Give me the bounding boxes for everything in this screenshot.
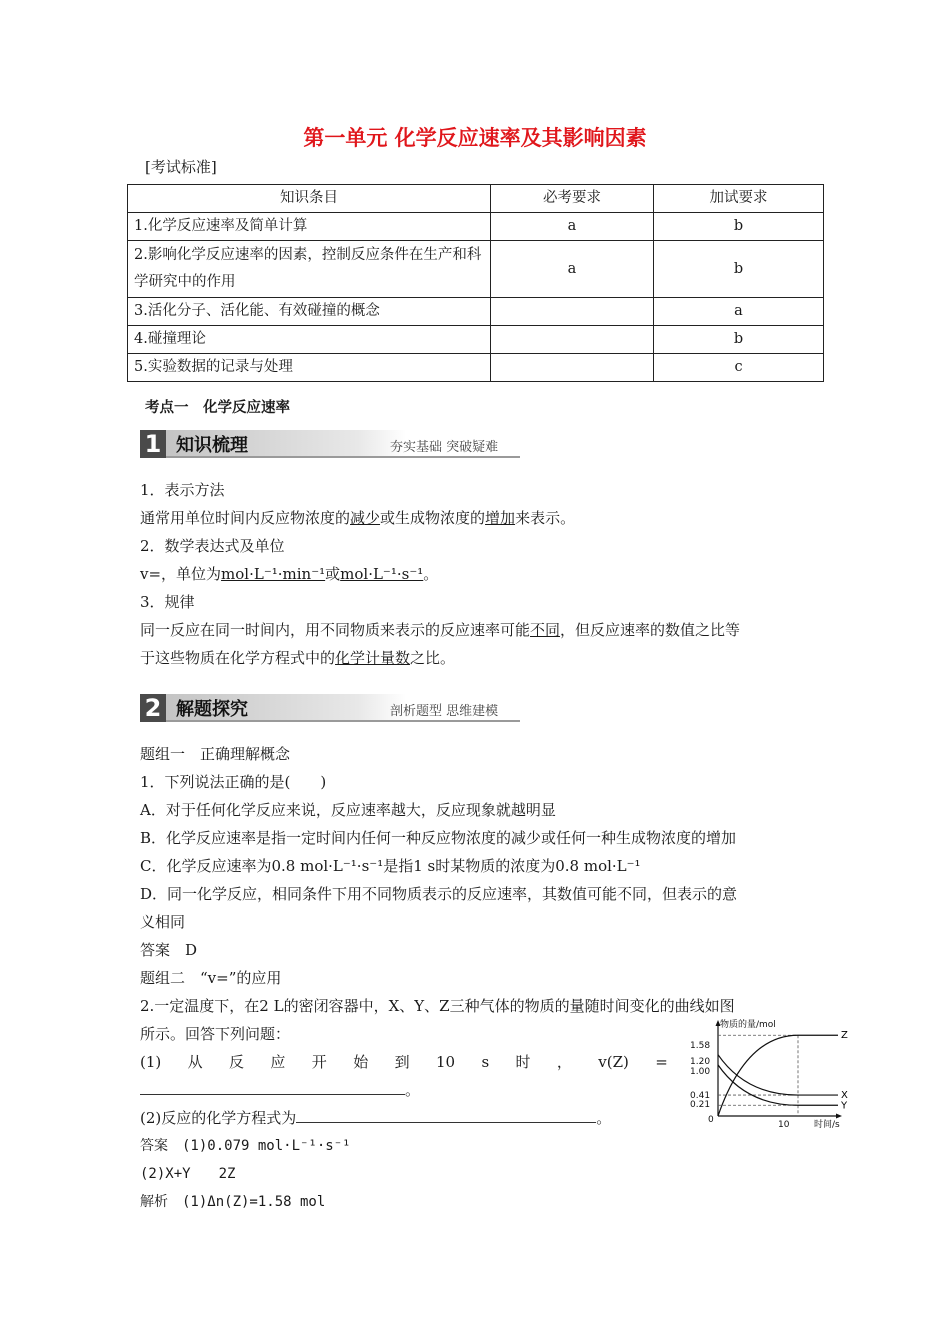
table-cell: 3.活化分子、活化能、有效碰撞的概念 bbox=[128, 298, 491, 326]
question-2-part-1-blank: 。 bbox=[140, 1079, 820, 1101]
question-2-line-1: 2.一定温度下，在2 L的密闭容器中，X、Y、Z三种气体的物质的量随时间变化的曲线如图 bbox=[140, 997, 735, 1015]
amount-time-chart bbox=[690, 1016, 850, 1128]
table-row bbox=[128, 241, 824, 298]
banner-number: 1 bbox=[140, 430, 166, 458]
x-axis-arrow bbox=[836, 1114, 842, 1119]
table-cell: 5.实验数据的记录与处理 bbox=[128, 354, 491, 382]
y-tick-label: 0 bbox=[708, 1115, 714, 1125]
requirements-table bbox=[127, 184, 824, 382]
answer-2-line-1: 答案 (1)0.079 mol·L⁻¹·s⁻¹ bbox=[140, 1138, 351, 1154]
k1-line-4: 于这些物质在化学方程式中的化学计量数之比。 bbox=[140, 649, 456, 667]
banner-heading: 解题探究 bbox=[176, 699, 248, 720]
y-tick-label: 0.21 bbox=[690, 1100, 711, 1110]
k1-line-1: 通常用单位时间内反应物浓度的减少或生成物浓度的增加来表示。 bbox=[140, 509, 576, 527]
table-cell bbox=[491, 326, 654, 354]
table-cell bbox=[491, 354, 654, 382]
page-title: 第一单元 化学反应速率及其影响因素 bbox=[303, 126, 647, 150]
x-tick-label: 10 bbox=[778, 1120, 790, 1128]
table-cell: 4.碰撞理论 bbox=[128, 326, 491, 354]
table-row bbox=[128, 298, 824, 326]
option-d-line-1: D．同一化学反应，相同条件下用不同物质表示的反应速率，其数值可能不同，但表示的意 bbox=[140, 885, 738, 903]
banner-heading: 知识梳理 bbox=[176, 435, 248, 456]
table-cell: 2.影响化学反应速率的因素，控制反应条件在生产和科学研究中的作用 bbox=[128, 241, 491, 298]
question-2-part-1: (1) 从 反 应 开 始 到 10 s 时 ， v(Z) = bbox=[140, 1053, 668, 1071]
x-axis-label: 时间/s bbox=[814, 1120, 840, 1128]
banner-subtitle: 剖析题型 思维建模 bbox=[390, 704, 499, 719]
k1-line-3: 同一反应在同一时间内，用不同物质来表示的反应速率可能不同，但反应速率的数值之比等 bbox=[140, 621, 741, 639]
table-cell: b bbox=[654, 326, 824, 354]
header-required: 必考要求 bbox=[491, 185, 654, 213]
kaodian-heading: 考点一 化学反应速率 bbox=[145, 400, 290, 416]
header-extra: 加试要求 bbox=[654, 185, 824, 213]
y-axis-label: 物质的量/mol bbox=[720, 1020, 776, 1030]
series-label-z: Z bbox=[841, 1030, 848, 1042]
table-row bbox=[128, 354, 824, 382]
option-b: B．化学反应速率是指一定时间内任何一种反应物浓度的减少或任何一种生成物浓度的增加 bbox=[140, 829, 737, 847]
table-cell: b bbox=[654, 241, 824, 298]
k1-heading-1: 1．表示方法 bbox=[140, 481, 225, 499]
table-header-row bbox=[128, 185, 824, 213]
answer-1: 答案 D bbox=[140, 941, 198, 959]
series-line-y bbox=[718, 1065, 838, 1105]
banner-subtitle: 夯实基础 突破疑难 bbox=[390, 440, 499, 455]
answer-blank[interactable] bbox=[140, 1080, 405, 1095]
table-cell: a bbox=[654, 298, 824, 326]
standard-label: [考试标准] bbox=[145, 158, 217, 176]
table-cell: a bbox=[491, 213, 654, 241]
banner-number: 2 bbox=[140, 694, 166, 722]
option-a: A．对于任何化学反应来说，反应速率越大，反应现象就越明显 bbox=[140, 801, 556, 819]
question-2-part-2: (2)反应的化学方程式为 。 bbox=[140, 1109, 612, 1127]
option-c: C．化学反应速率为0.8 mol·L⁻¹·s⁻¹是指1 s时某物质的浓度为0.8 mol·L⁻¹ bbox=[140, 857, 641, 875]
y-tick-label: 0.41 bbox=[690, 1091, 711, 1101]
question-2-line-2: 所示。回答下列问题： bbox=[140, 1025, 291, 1043]
option-d-line-2: 义相同 bbox=[140, 913, 186, 931]
y-tick-label: 1.00 bbox=[690, 1067, 711, 1077]
question-1: 1．下列说法正确的是( ) bbox=[140, 773, 327, 791]
k1-heading-3: 3．规律 bbox=[140, 593, 195, 611]
y-tick-label: 1.58 bbox=[690, 1041, 711, 1051]
table-cell: c bbox=[654, 354, 824, 382]
series-line-x bbox=[718, 1055, 838, 1095]
section-banner-knowledge bbox=[140, 430, 520, 458]
k1-heading-2: 2．数学表达式及单位 bbox=[140, 537, 285, 555]
table-cell: b bbox=[654, 213, 824, 241]
answer-2-line-2: (2)X+Y 2Z bbox=[140, 1166, 236, 1182]
group-1-title: 题组一 正确理解概念 bbox=[140, 745, 291, 763]
header-knowledge: 知识条目 bbox=[128, 185, 491, 213]
table-cell: a bbox=[491, 241, 654, 298]
series-label-x: X bbox=[841, 1090, 848, 1102]
analysis-line-1: 解析 (1)Δn(Z)=1.58 mol bbox=[140, 1194, 326, 1210]
table-row bbox=[128, 213, 824, 241]
k1-line-2: v=，单位为mol·L⁻¹·min⁻¹或mol·L⁻¹·s⁻¹。 bbox=[140, 565, 439, 583]
table-cell bbox=[491, 298, 654, 326]
series-label-y: Y bbox=[841, 1100, 848, 1112]
answer-blank[interactable] bbox=[296, 1108, 596, 1123]
y-tick-label: 1.20 bbox=[690, 1057, 711, 1067]
table-cell: 1.化学反应速率及简单计算 bbox=[128, 213, 491, 241]
table-row bbox=[128, 326, 824, 354]
group-2-title: 题组二 “v=”的应用 bbox=[140, 969, 282, 987]
section-banner-practice bbox=[140, 694, 520, 722]
